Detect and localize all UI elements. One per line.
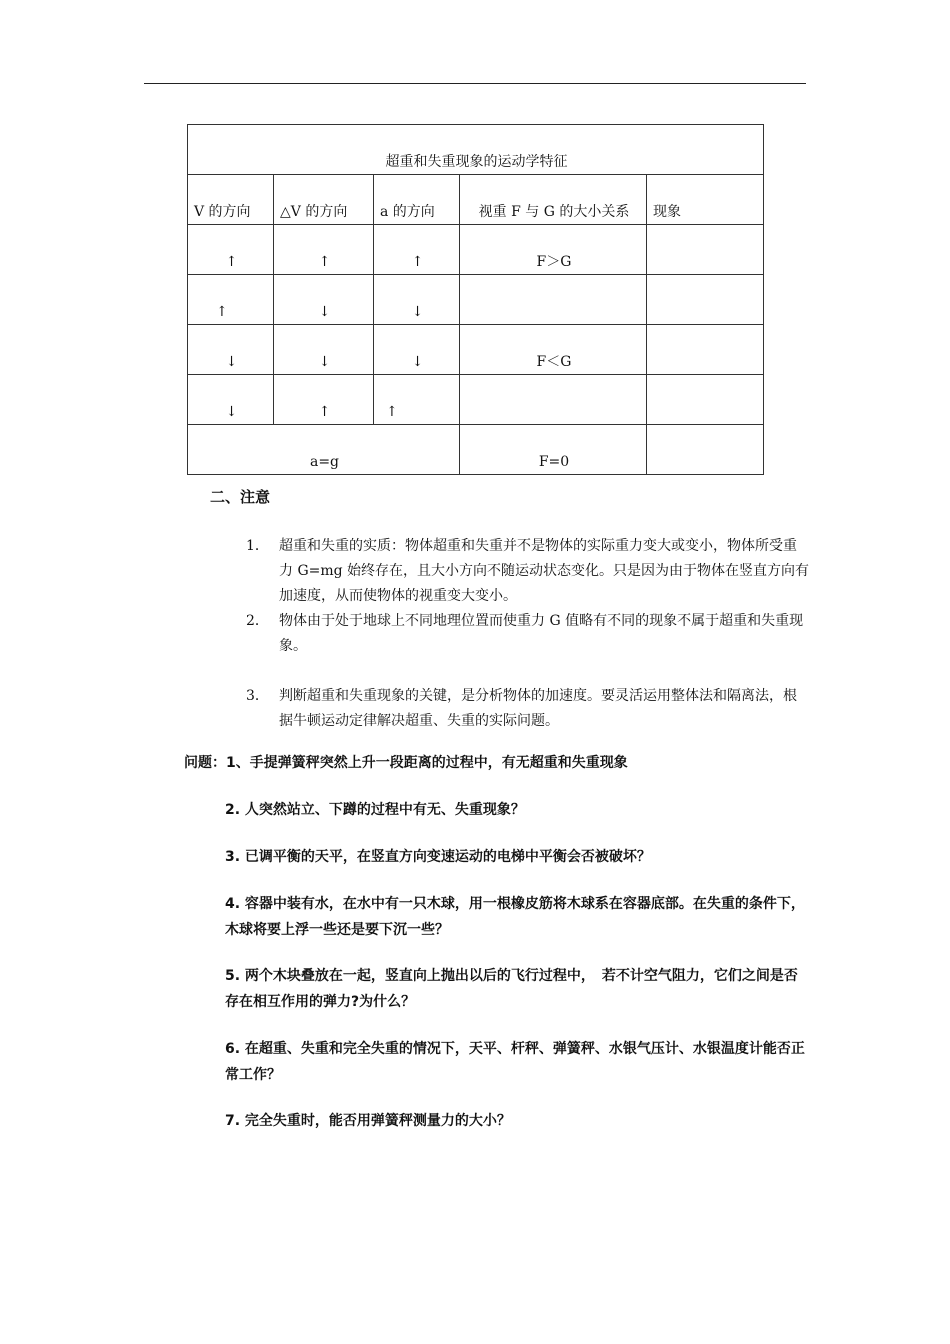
header-a-direction: a 的方向	[374, 175, 460, 225]
table-row	[188, 375, 764, 425]
cell-v: ↓	[188, 325, 274, 375]
cell-v: ↑	[188, 225, 274, 275]
table-title: 超重和失重现象的运动学特征	[188, 125, 764, 175]
question-1: 问题：1、手提弹簧秤突然上升一段距离的过程中，有无超重和失重现象	[184, 755, 628, 771]
section-title: 二、注意	[210, 488, 271, 506]
header-phenomenon: 现象	[647, 175, 764, 225]
header-v-direction: V 的方向	[188, 175, 274, 225]
note-number: 2．	[246, 613, 269, 629]
question-3: 3. 已调平衡的天平，在竖直方向变速运动的电梯中平衡会否被破坏？	[225, 849, 651, 865]
table-row	[188, 275, 764, 325]
cell-phenomenon	[647, 425, 764, 475]
note-text: 物体由于处于地球上不同地理位置而使重力 G 值略有不同的现象不属于超重和失重现象。	[279, 613, 804, 654]
note-number: 3．	[246, 688, 269, 704]
note-text: 判断超重和失重现象的关键，是分析物体的加速度。要灵活运用整体法和隔离法，根据牛顿运动定律解决超重、失重的实际问题。	[279, 688, 797, 729]
list-item	[246, 609, 810, 659]
cell-v: ↓	[188, 375, 274, 425]
cell-delta-v: ↓	[274, 325, 374, 375]
table-row	[188, 225, 764, 275]
table-header-row	[188, 175, 764, 225]
cell-a: ↓	[374, 325, 460, 375]
table-row-free-fall	[188, 425, 764, 475]
cell-relation	[460, 275, 647, 325]
cell-v: ↑	[188, 275, 274, 325]
cell-delta-v: ↑	[274, 225, 374, 275]
cell-relation	[460, 375, 647, 425]
cell-delta-v: ↑	[274, 375, 374, 425]
cell-phenomenon	[647, 275, 764, 325]
kinematics-table	[187, 124, 764, 475]
cell-phenomenon	[647, 225, 764, 275]
header-apparent-weight: 视重 F 与 G 的大小关系	[460, 175, 647, 225]
cell-phenomenon	[647, 375, 764, 425]
table-row	[188, 325, 764, 375]
question-6: 6. 在超重、失重和完全失重的情况下，天平、杆秤、弹簧秤、水银气压计、水银温度计能否正常工作？	[225, 1041, 805, 1083]
question-7: 7. 完全失重时，能否用弹簧秤测量力的大小？	[225, 1113, 511, 1129]
cell-relation: F=0	[460, 425, 647, 475]
list-item	[246, 534, 810, 609]
notes-list	[246, 534, 810, 734]
list-item	[246, 684, 810, 734]
question-4: 4. 容器中装有水，在水中有一只木球，用一根橡皮筋将木球系在容器底部。在失重的条件下，木球将要上浮一些还是要下沉一些？	[225, 896, 805, 938]
question-5: 5. 两个木块叠放在一起，竖直向上抛出以后的飞行过程中， 若不计空气阻力，它们之间是否存在相互作用的弹力?为什么？	[225, 968, 798, 1010]
header-rule	[144, 83, 806, 84]
cell-condition: a=g	[188, 425, 460, 475]
cell-a: ↑	[374, 225, 460, 275]
question-2: 2. 人突然站立、下蹲的过程中有无、失重现象？	[225, 802, 525, 818]
table-title-row	[188, 125, 764, 175]
note-text: 超重和失重的实质：物体超重和失重并不是物体的实际重力变大或变小，物体所受重力 G=mg 始终存在，且大小方向不随运动状态变化。只是因为由于物体在竖直方向有加速度，从而使物体的视重变大变小。	[279, 538, 810, 604]
cell-phenomenon	[647, 325, 764, 375]
cell-relation: F＞G	[460, 225, 647, 275]
header-delta-v-direction: △V 的方向	[274, 175, 374, 225]
note-number: 1．	[246, 538, 269, 554]
cell-a: ↑	[374, 375, 460, 425]
cell-a: ↓	[374, 275, 460, 325]
cell-delta-v: ↓	[274, 275, 374, 325]
cell-relation: F＜G	[460, 325, 647, 375]
